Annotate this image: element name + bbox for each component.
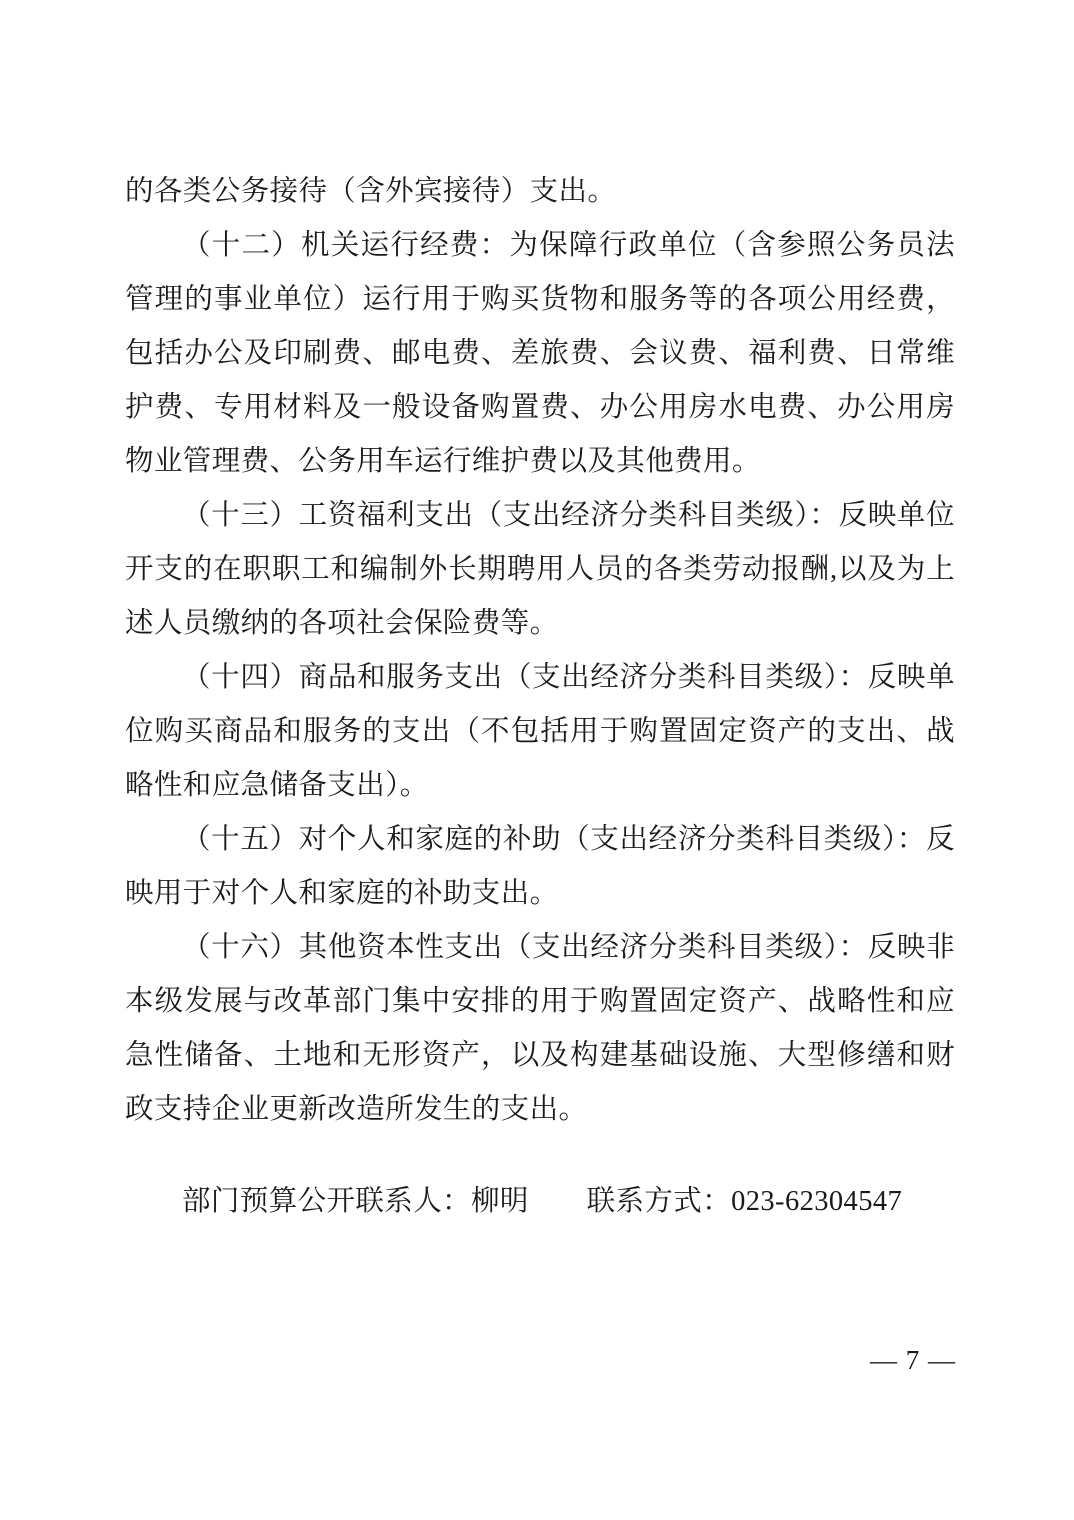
contact-line: 部门预算公开联系人：柳明 联系方式：023-62304547	[182, 1186, 903, 1217]
document-body	[125, 165, 955, 1137]
paragraph-item-14: （十四）商品和服务支出（支出经济分类科目类级）：反映单位购买商品和服务的支出（不包括用于购置固定资产的支出、战略性和应急储备支出）。	[125, 662, 955, 801]
paragraph-item-12: （十二）机关运行经费：为保障行政单位（含参照公务员法管理的事业单位）运行用于购买货物和服务等的各项公用经费，包括办公及印刷费、邮电费、差旅费、会议费、福利费、日常维护费、专用材料及一般设备购置费、办公用房水电费、办公用房物业管理费、公务用车运行维护费以及其他费用。	[125, 230, 955, 477]
contact-block	[125, 1175, 955, 1229]
paragraph-item-13: （十三）工资福利支出（支出经济分类科目类级）：反映单位开支的在职职工和编制外长期聘用人员的各类劳动报酬,以及为上述人员缴纳的各项社会保险费等。	[125, 500, 955, 639]
page-footer	[0, 1345, 1074, 1376]
paragraph-continued: 的各类公务接待（含外宾接待）支出。	[125, 176, 617, 207]
paragraph-item-16: （十六）其他资本性支出（支出经济分类科目类级）：反映非本级发展与改革部门集中安排的用于购置固定资产、战略性和应急性储备、土地和无形资产，以及构建基础设施、大型修缮和财政支持企业更新改造所发生的支出。	[125, 932, 955, 1125]
page-number: — 7 —	[870, 1345, 956, 1375]
paragraph-item-15: （十五）对个人和家庭的补助（支出经济分类科目类级）：反映用于对个人和家庭的补助支出。	[125, 824, 955, 909]
